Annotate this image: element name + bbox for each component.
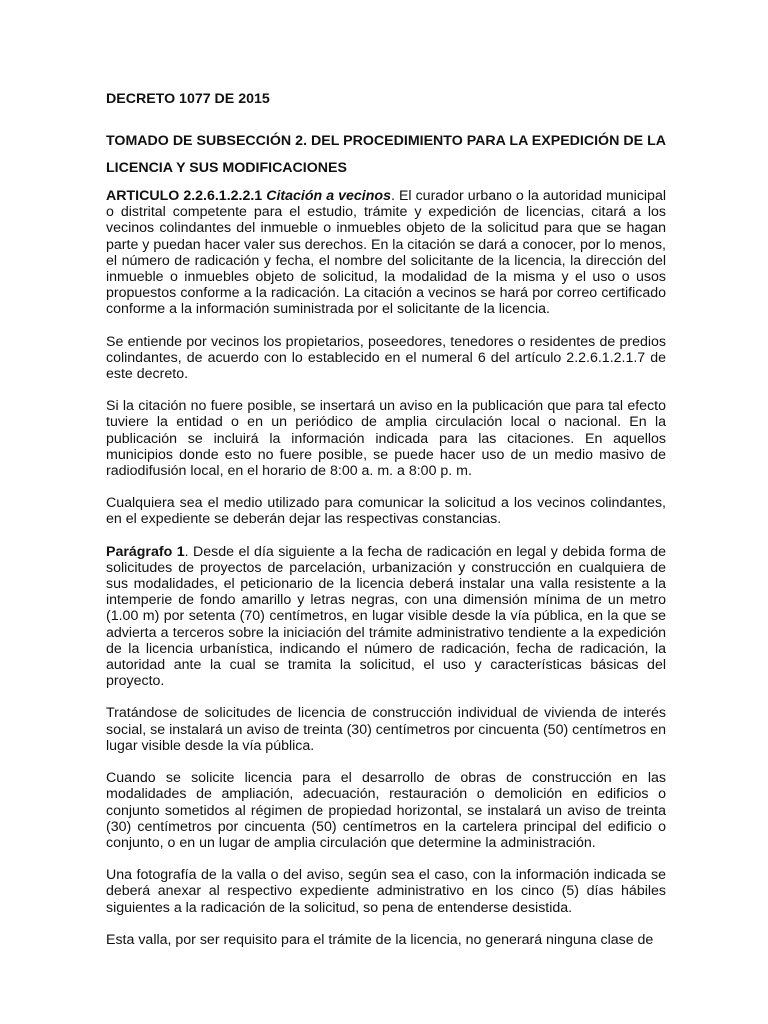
paragraph-notice-publication: Si la citación no fuere posible, se insertará un aviso en la publicación que para tal efecto tuviere la entidad o en un periódico de amplia circulación local o nacional. En la publicación se incluirá la información indicada para las citaciones. En aquellos municipios donde esto no fuere posible, se puede hacer uso de un medio masivo de radiodifusión local, en el horario de 8:00 a. m. a 8:00 p. m.: [106, 398, 666, 480]
paragraph-horizontal-property: Cuando se solicite licencia para el desarrollo de obras de construcción en las modalidades de ampliación, adecuación, restauración o demolición en edificios o conjunto sometidos al régimen de propiedad horizontal, se instalará un aviso de treinta (30) centímetros por cincuenta (50) centímetros en la cartelera principal del edificio o conjunto, o en un lugar de amplia circulación que determine la administración.: [106, 770, 666, 851]
paragraph-neighbors-definition: Se entiende por vecinos los propietarios, poseedores, tenedores o residentes de predios colindantes, de acuerdo con lo establecido en el numeral 6 del artículo 2.2.6.1.2.1.7 de este decreto.: [106, 333, 666, 383]
paragraph-record-evidence: Cualquiera sea el medio utilizado para comunicar la solicitud a los vecinos colindantes, en el expediente se deberán dejar las respectivas constancias.: [106, 495, 666, 528]
article-text: . El curador urbano o la autoridad municipal o distrital competente para el estudio, trámite y expedición de licencias, citará a los vecinos colindantes del inmueble o inmuebles objeto de la solicitud para que se hagan parte y puedan hacer valer sus derechos. En la citación se dará a conocer, por lo menos, el número de radicación y fecha, el nombre del solicitante de la licencia, la dirección del inmueble o inmuebles objeto de solicitud, la modalidad de la misma y el uso o usos propuestos conforme a la radicación. La citación a vecinos se hará por correo certificado conforme a la información suministrada por el solicitante de la licencia.: [106, 188, 666, 318]
paragraph-photograph: Una fotografía de la valla o del aviso, según sea el caso, con la información indicada se deberá anexar al respectivo expediente administrativo en los cinco (5) días hábiles siguientes a la radicación de la solicitud, so pena de entenderse desistida.: [106, 867, 666, 916]
article-number: ARTICULO 2.2.6.1.2.2.1: [106, 188, 263, 204]
article-paragraph: [106, 188, 666, 318]
paragrafo-label: Parágrafo 1: [106, 543, 185, 560]
subsection-title: TOMADO DE SUBSECCIÓN 2. DEL PROCEDIMIENTO PARA LA EXPEDICIÓN DE LA LICENCIA Y SUS MODIFICACIONES: [106, 133, 666, 176]
paragrafo-1: [106, 544, 666, 690]
paragraph-social-housing: Tratándose de solicitudes de licencia de construcción individual de vivienda de interés social, se instalará un aviso de treinta (30) centímetros por cincuenta (50) centímetros en lugar visible desde la vía pública.: [106, 705, 666, 754]
decree-title: DECRETO 1077 DE 2015: [106, 91, 270, 107]
paragraph-valla-cost: Esta valla, por ser requisito para el trámite de la licencia, no generará ninguna clase de: [106, 931, 654, 948]
paragrafo-text: . Desde el día siguiente a la fecha de radicación en legal y debida forma de solicitudes de proyectos de parcelación, urbanización y construcción en cualquiera de sus modalidades, el peticionario de la licencia deberá instalar una valla resistente a la intemperie de fondo amarillo y letras negras, con una dimensión mínima de un metro (1.00 m) por setenta (70) centímetros, en lugar visible desde la vía pública, en la que se advierta a terceros sobre la iniciación del trámite administrativo tendiente a la expedición de la licencia urbanística, indicando el número de radicación, fecha de radicación, la autoridad ante la cual se tramita la solicitud, el uso y características básicas del proyecto.: [106, 543, 666, 690]
article-name: Citación a vecinos: [266, 188, 391, 204]
